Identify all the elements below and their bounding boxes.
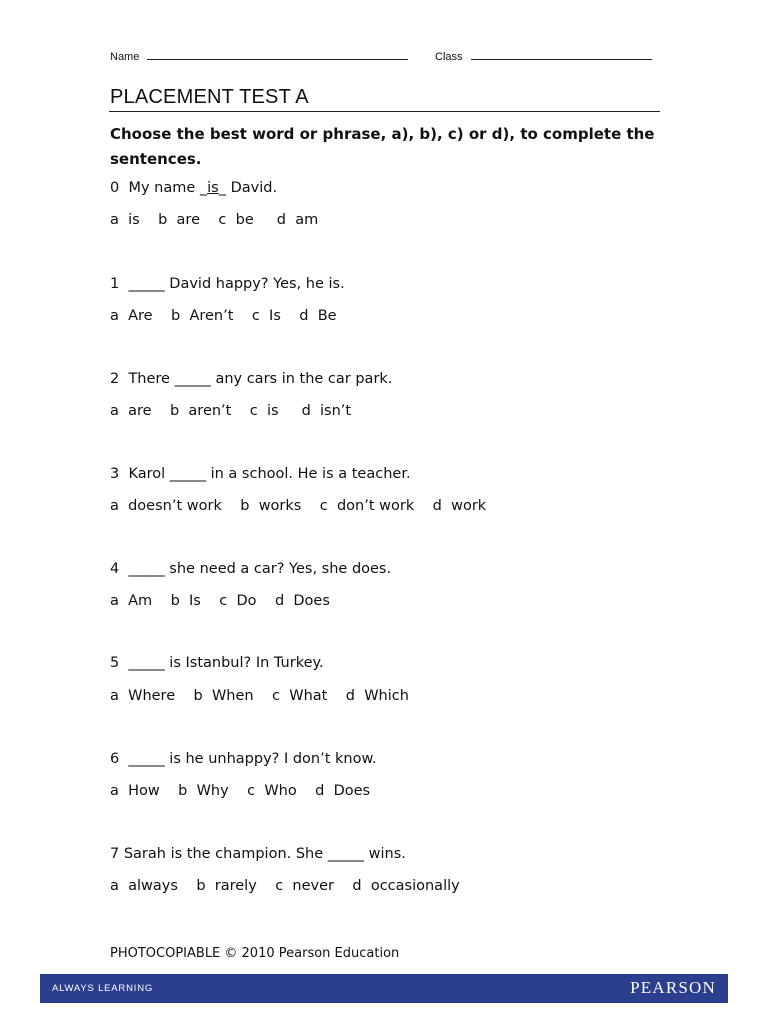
question-6-options: a How b Why c Who d Does — [110, 783, 371, 799]
page-title: PLACEMENT TEST A — [110, 86, 309, 108]
name-label: Name — [110, 51, 140, 63]
question-0-answer: is — [207, 180, 219, 196]
question-3: 3 Karol _____ in a school. He is a teacher. — [110, 466, 411, 482]
name-field-row — [110, 49, 408, 63]
class-blank-line — [471, 49, 652, 60]
question-0 — [110, 180, 277, 196]
question-0-options: a is b are c be d am — [110, 212, 319, 228]
instructions: Choose the best word or phrase, a), b), c) or d), to complete the sentences. — [110, 125, 655, 168]
question-2: 2 There _____ any cars in the car park. — [110, 371, 393, 387]
pearson-logo: PEARSON — [630, 978, 716, 997]
class-label: Class — [435, 51, 463, 63]
class-field-row — [435, 49, 652, 63]
name-blank-line — [147, 49, 408, 60]
question-1-options: a Are b Aren’t c Is d Be — [110, 308, 337, 324]
question-7: 7 Sarah is the champion. She _____ wins. — [110, 846, 406, 862]
title-underline — [109, 111, 660, 112]
copyright-notice: PHOTOCOPIABLE © 2010 Pearson Education — [110, 946, 400, 961]
question-3-options: a doesn’t work b works c don’t work d work — [110, 498, 487, 514]
footer-brand-bar — [40, 974, 728, 1003]
question-2-options: a are b aren’t c is d isn’t — [110, 403, 352, 419]
question-4: 4 _____ she need a car? Yes, she does. — [110, 561, 392, 577]
question-0-before: 0 My name _ — [110, 180, 208, 196]
question-7-options: a always b rarely c never d occasionally — [110, 878, 460, 894]
footer-tagline: ALWAYS LEARNING — [52, 983, 154, 994]
question-5-options: a Where b When c What d Which — [110, 688, 409, 704]
question-5: 5 _____ is Istanbul? In Turkey. — [110, 655, 324, 671]
question-0-after: _ David. — [218, 180, 278, 196]
question-1: 1 _____ David happy? Yes, he is. — [110, 276, 345, 292]
question-4-options: a Am b Is c Do d Does — [110, 593, 330, 609]
question-6: 6 _____ is he unhappy? I don’t know. — [110, 751, 377, 767]
